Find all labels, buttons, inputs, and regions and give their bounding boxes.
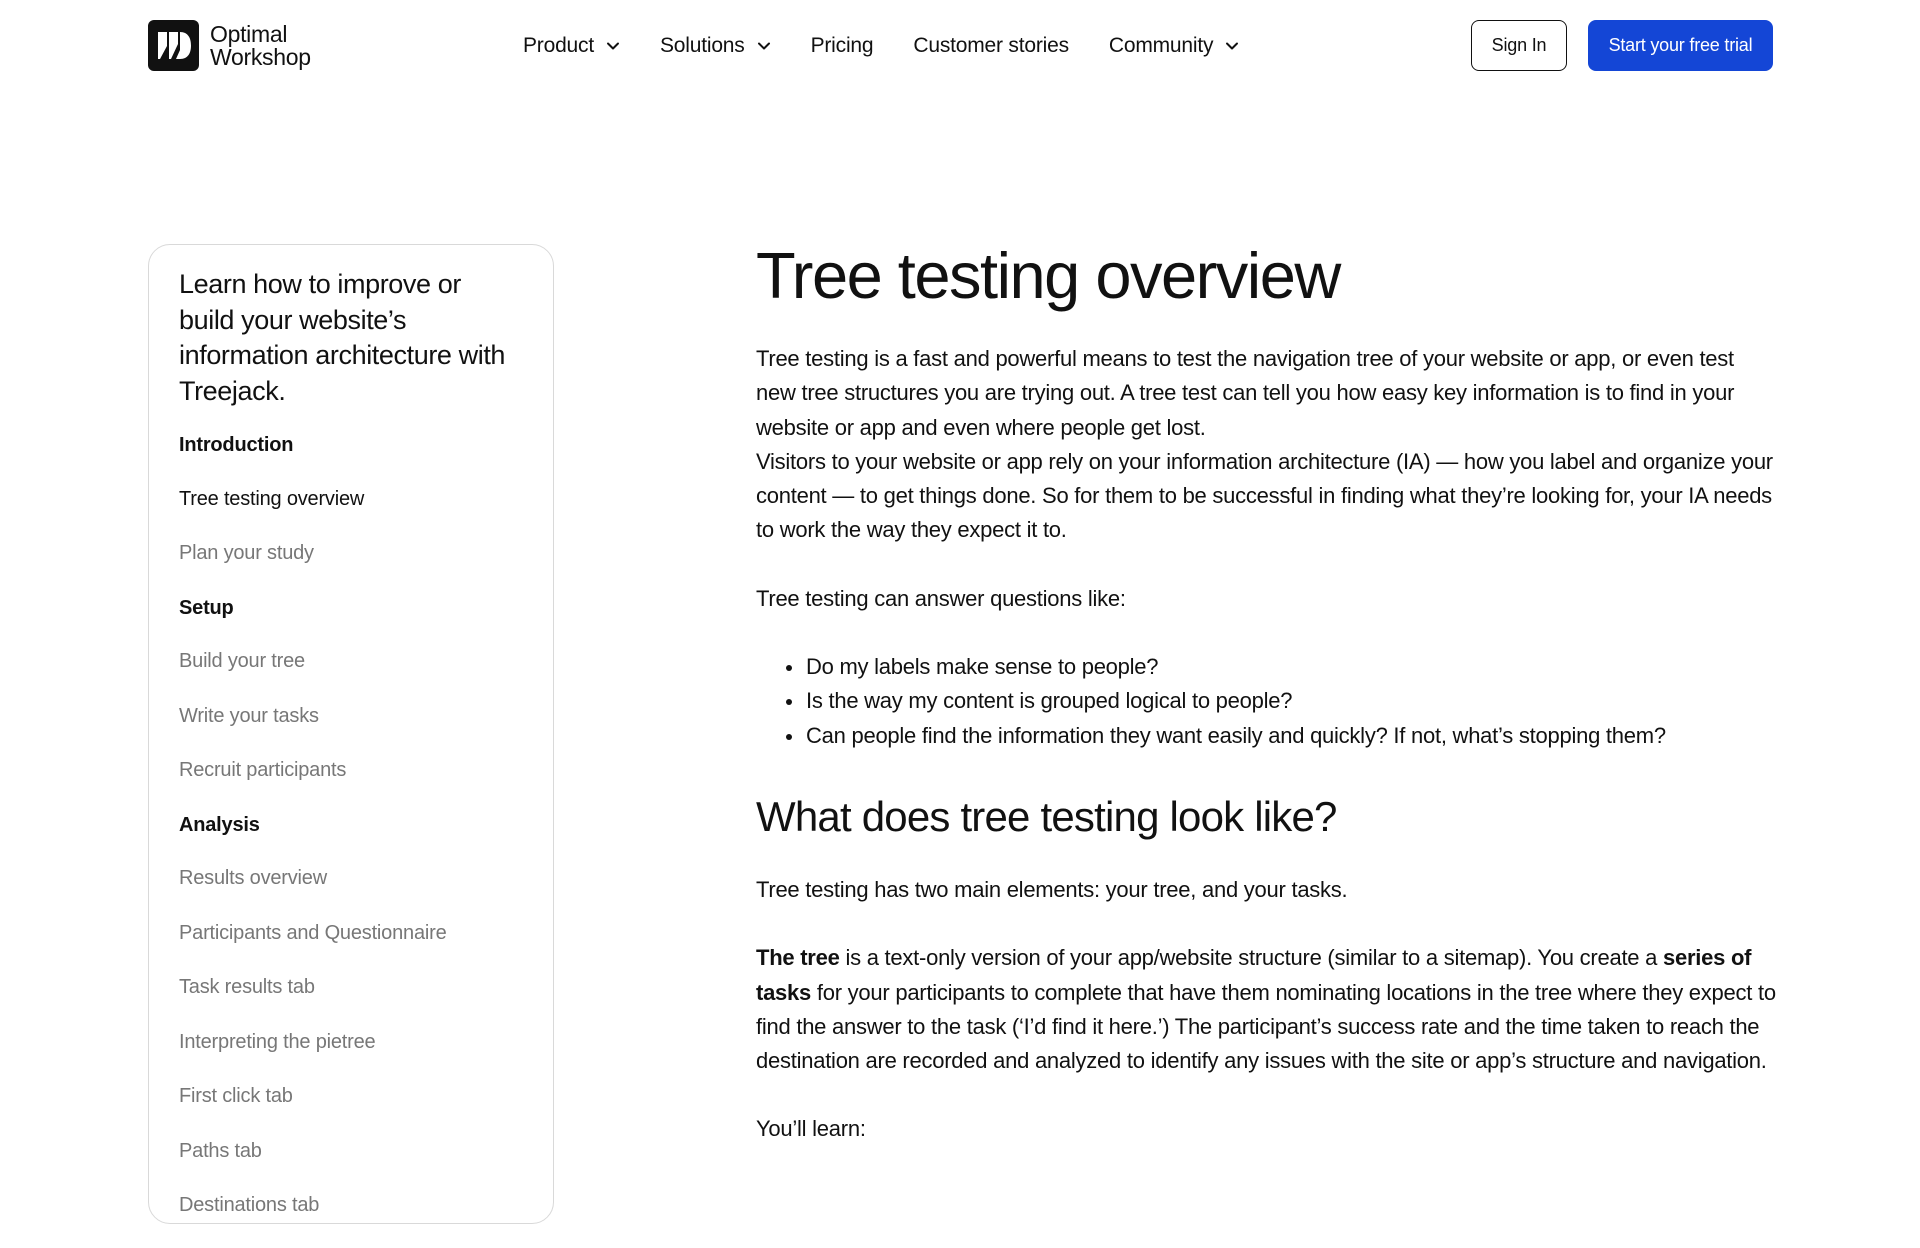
sidebar-section-introduction: Introduction (179, 434, 294, 456)
nav-product[interactable] (523, 34, 620, 58)
brand-name-line2: Workshop (210, 43, 311, 70)
tree-bold: The tree (756, 945, 840, 971)
nav-customer-stories[interactable]: Customer stories (913, 34, 1069, 57)
section-heading-what-does-tree-testing-look-like: What does tree testing look like? (756, 792, 1337, 840)
sidebar-item-write-your-tasks[interactable]: Write your tasks (179, 704, 319, 727)
sidebar-nav-list (179, 433, 523, 1248)
start-free-trial-button[interactable]: Start your free trial (1588, 20, 1773, 71)
sidebar-item-paths-tab[interactable]: Paths tab (179, 1139, 262, 1162)
sidebar-item-first-click-tab[interactable]: First click tab (179, 1085, 293, 1107)
intro-paragraph-2: Visitors to your website or app rely on your information architecture (IA) — how you label and organize your content — to get things done. So for them to be successful in finding what they’re looking for, your IA needs to work the way they expect it to. (756, 448, 1773, 543)
brand-logo[interactable] (148, 20, 311, 71)
sidebar-item-participants-questionnaire[interactable]: Participants and Questionnaire (179, 921, 447, 944)
sidebar-intro: Learn how to improve or build your website’s information architecture with Treejack. (179, 269, 506, 406)
nav-solutions[interactable] (660, 34, 771, 58)
sidebar-item-results-overview[interactable]: Results overview (179, 867, 327, 889)
youll-learn-lead: You’ll learn: (756, 1116, 866, 1142)
logo-mark-icon (148, 20, 199, 71)
main-nav (523, 31, 1279, 61)
sidebar-item-tree-testing-overview[interactable]: Tree testing overview (179, 487, 365, 510)
page-title: Tree testing overview (756, 239, 1340, 312)
questions-lead: Tree testing can answer questions like: (756, 585, 1126, 611)
tasks-bold: series of tasks (756, 945, 1752, 1005)
list-item: Can people find the information they want easily and quickly? If not, what’s stopping them? (786, 719, 1776, 753)
sidebar-item-task-results-tab[interactable]: Task results tab (179, 976, 315, 998)
site-header (0, 0, 1920, 92)
sidebar-item-destinations-tab[interactable]: Destinations tab (179, 1194, 320, 1216)
chevron-down-icon (757, 39, 771, 53)
chevron-down-icon (606, 39, 620, 53)
chevron-down-icon (1225, 39, 1239, 53)
questions-list (756, 650, 1776, 753)
nav-community-label: Community (1108, 34, 1214, 57)
sidebar-section-analysis: Analysis (179, 813, 260, 836)
sign-in-button[interactable]: Sign In (1471, 20, 1567, 71)
sidebar-item-build-your-tree[interactable]: Build your tree (179, 650, 305, 672)
nav-product-label: Product (523, 34, 594, 57)
sidebar-item-recruit-participants[interactable]: Recruit participants (179, 759, 347, 781)
nav-community[interactable] (1109, 34, 1239, 58)
sidebar-item-interpreting-pietree[interactable]: Interpreting the pietree (179, 1030, 376, 1053)
article-content (756, 238, 1776, 1147)
elements-paragraph: Tree testing has two main elements: your tree, and your tasks. (756, 876, 1348, 902)
tree-paragraph (756, 941, 1776, 1078)
guide-sidebar (148, 244, 554, 1224)
sidebar-section-setup: Setup (179, 596, 234, 619)
brand-name-line1: Optimal (210, 20, 288, 47)
intro-paragraph-1: Tree testing is a fast and powerful means to test the navigation tree of your website or app, or even test new tree structures you are trying out. A tree test can tell you how easy key information is to find in your website or app and even where people get lost. (756, 346, 1735, 440)
nav-solutions-label: Solutions (659, 34, 745, 57)
tree-paragraph-part2: for your participants to complete that have them nominating locations in the tree where they expect to find the answer to the task (‘I’d find it here.’) The participant’s success rate and the time taken to reach the destination are recorded and analyzed to identify any issues with the site or app’s structure and navigation. (756, 979, 1776, 1074)
list-item: Is the way my content is grouped logical to people? (786, 684, 1776, 718)
brand-name (210, 20, 311, 70)
nav-pricing[interactable]: Pricing (810, 34, 874, 57)
list-item: Do my labels make sense to people? (786, 650, 1776, 684)
sidebar-item-plan-your-study[interactable]: Plan your study (179, 542, 314, 564)
tree-paragraph-part1: is a text-only version of your app/website structure (similar to a sitemap). You create a (839, 945, 1664, 971)
